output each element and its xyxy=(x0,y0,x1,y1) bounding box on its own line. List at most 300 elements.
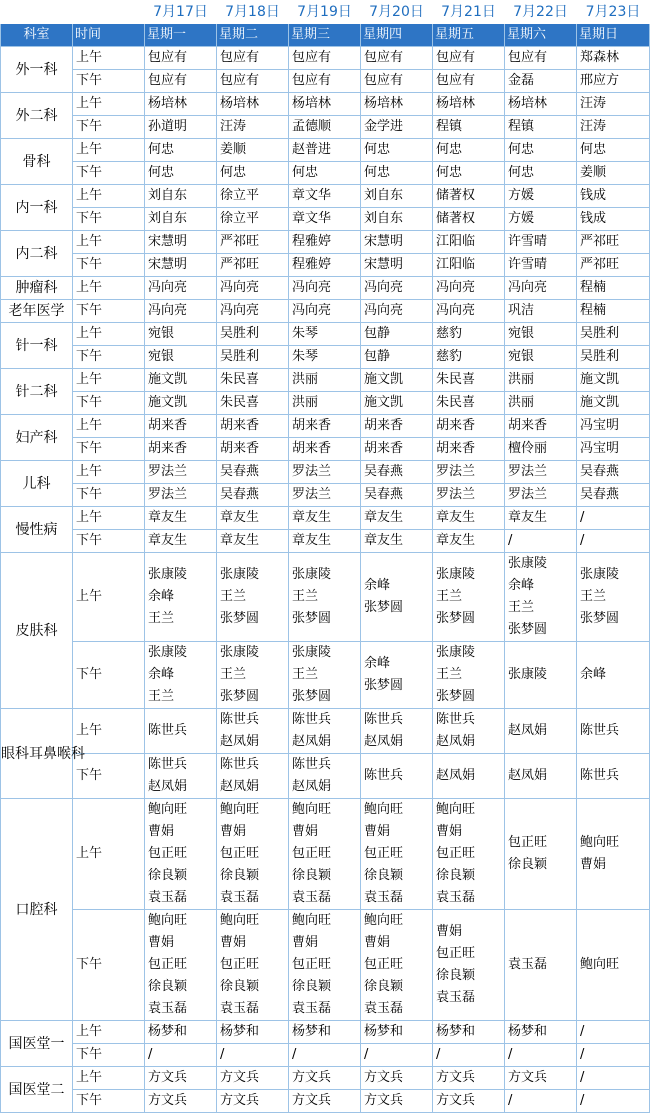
schedule-row-am xyxy=(1,415,650,438)
doctor-cell: / xyxy=(577,507,650,530)
header-weekday: 星期日 xyxy=(577,24,650,47)
doctor-cell: 罗法兰 xyxy=(505,484,577,507)
doctor-cell: 刘自东 xyxy=(145,208,217,231)
doctor-name: 余峰 xyxy=(148,589,175,604)
doctor-cell: 何忠 xyxy=(145,162,217,185)
doctor-cell: 孙道明 xyxy=(145,116,217,139)
doctor-cell: 程楠 xyxy=(577,300,650,323)
doctor-cell: 冯宝明 xyxy=(577,438,650,461)
time-cell: 上午 xyxy=(73,415,145,438)
doctor-cell: 檀伶丽 xyxy=(505,438,577,461)
doctor-name: 张康陵 xyxy=(292,645,332,660)
doctor-cell: 吴春燕 xyxy=(217,484,289,507)
doctor-cell: 杨梦和 xyxy=(145,1021,217,1044)
schedule-row-am xyxy=(1,139,650,162)
doctor-cell: 何忠 xyxy=(433,139,505,162)
time-cell: 下午 xyxy=(73,346,145,369)
time-cell: 下午 xyxy=(73,642,145,709)
doctor-cell xyxy=(217,799,289,910)
doctor-cell: 冯向亮 xyxy=(433,300,505,323)
doctor-cell xyxy=(289,553,361,642)
doctor-cell: 何忠 xyxy=(145,139,217,162)
doctor-cell: 施文凯 xyxy=(577,392,650,415)
doctor-cell: 宛银 xyxy=(145,346,217,369)
doctor-cell xyxy=(217,642,289,709)
doctor-cell: 施文凯 xyxy=(577,369,650,392)
doctor-cell: / xyxy=(289,1044,361,1067)
doctor-name: 徐良颖 xyxy=(148,979,188,994)
doctor-name: 陈世兵 xyxy=(364,712,404,727)
doctor-cell xyxy=(289,754,361,799)
doctor-cell: 储著权 xyxy=(433,208,505,231)
doctor-name: 张康陵 xyxy=(436,645,476,660)
doctor-cell: 包应有 xyxy=(145,47,217,70)
doctor-cell: 朱琴 xyxy=(289,323,361,346)
doctor-name: 陈世兵 xyxy=(220,757,260,772)
schedule-row-pm xyxy=(1,392,650,415)
doctor-name: 赵凤娟 xyxy=(508,768,548,783)
doctor-cell: 包应有 xyxy=(145,70,217,93)
doctor-name: 包正旺 xyxy=(436,846,476,861)
doctor-name: 包正旺 xyxy=(220,846,260,861)
schedule-row-am xyxy=(1,507,650,530)
doctor-cell: 包应有 xyxy=(361,47,433,70)
doctor-cell: 汪涛 xyxy=(577,93,650,116)
blank-cell xyxy=(1,1,73,24)
doctor-cell: 严祁旺 xyxy=(217,254,289,277)
doctor-cell: 罗法兰 xyxy=(145,461,217,484)
doctor-cell: 章友生 xyxy=(145,530,217,553)
department-cell: 内二科 xyxy=(1,231,73,277)
doctor-cell: 何忠 xyxy=(505,139,577,162)
doctor-cell: 洪丽 xyxy=(289,369,361,392)
doctor-cell: 严祁旺 xyxy=(577,231,650,254)
doctor-cell: 包静 xyxy=(361,323,433,346)
doctor-cell: 方媛 xyxy=(505,185,577,208)
doctor-cell: 刘自东 xyxy=(145,185,217,208)
doctor-name: 徐良颖 xyxy=(508,857,548,872)
doctor-cell: 胡来香 xyxy=(145,438,217,461)
doctor-name: 张康陵 xyxy=(148,645,188,660)
doctor-cell xyxy=(505,709,577,754)
doctor-cell: 储著权 xyxy=(433,185,505,208)
doctor-cell xyxy=(433,799,505,910)
schedule-row-am xyxy=(1,231,650,254)
department-cell: 内一科 xyxy=(1,185,73,231)
doctor-cell: 方文兵 xyxy=(217,1067,289,1090)
doctor-name: 鲍向旺 xyxy=(148,913,188,928)
doctor-name: 袁玉磊 xyxy=(292,1001,332,1016)
doctor-name: 王兰 xyxy=(436,589,463,604)
doctor-cell: 罗法兰 xyxy=(289,461,361,484)
header-weekday: 星期四 xyxy=(361,24,433,47)
doctor-cell: 朱民喜 xyxy=(433,392,505,415)
doctor-name: 余峰 xyxy=(580,667,607,682)
time-cell: 上午 xyxy=(73,1021,145,1044)
doctor-name: 张梦圆 xyxy=(220,611,260,626)
schedule-row-am xyxy=(1,799,650,910)
schedule-body xyxy=(1,1,650,1113)
doctor-cell: 冯向亮 xyxy=(289,300,361,323)
doctor-cell: 洪丽 xyxy=(289,392,361,415)
doctor-name: 袁玉磊 xyxy=(436,890,476,905)
doctor-cell: 章友生 xyxy=(361,507,433,530)
doctor-cell: 宋慧明 xyxy=(145,231,217,254)
doctor-cell: 朱民喜 xyxy=(217,392,289,415)
schedule-row-pm xyxy=(1,484,650,507)
doctor-cell xyxy=(577,709,650,754)
doctor-name: 包正旺 xyxy=(220,957,260,972)
doctor-cell: 钱成 xyxy=(577,208,650,231)
doctor-cell: 杨梦和 xyxy=(289,1021,361,1044)
department-cell: 外一科 xyxy=(1,47,73,93)
doctor-cell: 吴春燕 xyxy=(361,484,433,507)
doctor-cell: 何忠 xyxy=(433,162,505,185)
doctor-cell: 冯向亮 xyxy=(145,300,217,323)
doctor-cell: 冯向亮 xyxy=(289,277,361,300)
doctor-name: 徐良颖 xyxy=(364,979,404,994)
department-cell: 肿瘤科 xyxy=(1,277,73,300)
time-cell: 下午 xyxy=(73,208,145,231)
date-cell: 7月19日 xyxy=(289,1,361,24)
doctor-name: 曹娟 xyxy=(292,824,319,839)
schedule-row-am xyxy=(1,277,650,300)
doctor-cell: 宋慧明 xyxy=(145,254,217,277)
doctor-name: 赵凤娟 xyxy=(508,723,548,738)
doctor-cell: 洪丽 xyxy=(505,369,577,392)
doctor-name: 张康陵 xyxy=(508,556,548,571)
schedule-row-am xyxy=(1,553,650,642)
doctor-cell: 包应有 xyxy=(361,70,433,93)
doctor-cell: 程镇 xyxy=(505,116,577,139)
doctor-name: 鲍向旺 xyxy=(364,913,404,928)
doctor-name: 袁玉磊 xyxy=(148,890,188,905)
doctor-name: 陈世兵 xyxy=(220,712,260,727)
time-cell: 下午 xyxy=(73,754,145,799)
doctor-name: 余峰 xyxy=(364,656,391,671)
doctor-cell: 胡来香 xyxy=(361,438,433,461)
doctor-name: 张康陵 xyxy=(220,645,260,660)
doctor-cell: 胡来香 xyxy=(361,415,433,438)
time-cell: 上午 xyxy=(73,139,145,162)
doctor-cell: 包应有 xyxy=(433,47,505,70)
doctor-name: 曹娟 xyxy=(364,935,391,950)
doctor-name: 王兰 xyxy=(580,589,607,604)
doctor-name: 包正旺 xyxy=(148,957,188,972)
time-cell: 上午 xyxy=(73,185,145,208)
doctor-cell xyxy=(145,910,217,1021)
time-cell: 下午 xyxy=(73,392,145,415)
time-cell: 下午 xyxy=(73,162,145,185)
doctor-cell xyxy=(361,799,433,910)
doctor-name: 徐良颖 xyxy=(292,979,332,994)
doctor-name: 余峰 xyxy=(364,578,391,593)
doctor-cell: 章友生 xyxy=(217,530,289,553)
doctor-cell: 吴春燕 xyxy=(217,461,289,484)
doctor-cell: 严祁旺 xyxy=(577,254,650,277)
doctor-name: 袁玉磊 xyxy=(508,957,548,972)
doctor-cell: 胡来香 xyxy=(289,438,361,461)
doctor-cell: 方文兵 xyxy=(217,1090,289,1113)
doctor-cell: 何忠 xyxy=(577,139,650,162)
doctor-cell xyxy=(289,709,361,754)
time-cell: 下午 xyxy=(73,530,145,553)
doctor-name: 鲍向旺 xyxy=(436,802,476,817)
time-cell: 上午 xyxy=(73,93,145,116)
doctor-cell: 朱民喜 xyxy=(433,369,505,392)
doctor-name: 余峰 xyxy=(148,667,175,682)
header-weekday: 星期一 xyxy=(145,24,217,47)
doctor-name: 袁玉磊 xyxy=(436,990,476,1005)
doctor-cell xyxy=(361,642,433,709)
doctor-cell: 胡来香 xyxy=(433,415,505,438)
doctor-name: 曹娟 xyxy=(220,935,247,950)
doctor-cell: 胡来香 xyxy=(505,415,577,438)
doctor-cell xyxy=(433,709,505,754)
doctor-name: 徐良颖 xyxy=(292,868,332,883)
doctor-name: 曹娟 xyxy=(148,935,175,950)
doctor-cell: 程楠 xyxy=(577,277,650,300)
schedule-row-pm xyxy=(1,438,650,461)
time-cell: 下午 xyxy=(73,484,145,507)
schedule-row-am xyxy=(1,1067,650,1090)
doctor-cell xyxy=(361,709,433,754)
doctor-cell: 罗法兰 xyxy=(145,484,217,507)
doctor-cell: 章友生 xyxy=(289,507,361,530)
doctor-name: 王兰 xyxy=(292,589,319,604)
doctor-cell xyxy=(505,910,577,1021)
doctor-cell xyxy=(145,642,217,709)
doctor-name: 包正旺 xyxy=(292,846,332,861)
doctor-name: 曹娟 xyxy=(436,824,463,839)
doctor-name: 鲍向旺 xyxy=(580,835,620,850)
doctor-cell: 方文兵 xyxy=(361,1090,433,1113)
doctor-cell: 方文兵 xyxy=(289,1090,361,1113)
doctor-name: 陈世兵 xyxy=(364,768,404,783)
department-cell: 针二科 xyxy=(1,369,73,415)
doctor-name: 赵凤娟 xyxy=(436,768,476,783)
doctor-cell xyxy=(433,754,505,799)
schedule-row-am xyxy=(1,93,650,116)
doctor-cell: 刘自东 xyxy=(361,208,433,231)
doctor-name: 赵凤娟 xyxy=(148,779,188,794)
header-time: 时间 xyxy=(73,24,145,47)
doctor-name: 张梦圆 xyxy=(292,611,332,626)
doctor-cell: 宛银 xyxy=(145,323,217,346)
doctor-cell: 施文凯 xyxy=(361,392,433,415)
doctor-cell: 方文兵 xyxy=(361,1067,433,1090)
time-cell: 下午 xyxy=(73,438,145,461)
doctor-cell: 杨培林 xyxy=(505,93,577,116)
department-cell: 国医堂二 xyxy=(1,1067,73,1113)
doctor-cell: 郑森林 xyxy=(577,47,650,70)
date-cell: 7月17日 xyxy=(145,1,217,24)
date-cell: 7月22日 xyxy=(505,1,577,24)
doctor-cell: 洪丽 xyxy=(505,392,577,415)
header-row xyxy=(1,24,650,47)
department-cell: 口腔科 xyxy=(1,799,73,1021)
date-cell: 7月21日 xyxy=(433,1,505,24)
doctor-name: 张梦圆 xyxy=(220,689,260,704)
header-weekday: 星期二 xyxy=(217,24,289,47)
doctor-cell xyxy=(433,910,505,1021)
doctor-name: 张梦圆 xyxy=(292,689,332,704)
schedule-row-pm xyxy=(1,208,650,231)
time-cell: 上午 xyxy=(73,553,145,642)
doctor-cell: / xyxy=(217,1044,289,1067)
doctor-cell: 冯向亮 xyxy=(361,300,433,323)
date-cell: 7月18日 xyxy=(217,1,289,24)
doctor-name: 包正旺 xyxy=(436,946,476,961)
doctor-cell xyxy=(217,553,289,642)
doctor-cell: 吴胜利 xyxy=(217,323,289,346)
doctor-cell xyxy=(505,799,577,910)
doctor-name: 王兰 xyxy=(220,667,247,682)
doctor-name: 鲍向旺 xyxy=(580,957,620,972)
doctor-cell: 方文兵 xyxy=(145,1090,217,1113)
doctor-cell: / xyxy=(577,530,650,553)
schedule-row-pm xyxy=(1,910,650,1021)
schedule-row-pm xyxy=(1,754,650,799)
doctor-cell: / xyxy=(145,1044,217,1067)
doctor-name: 张梦圆 xyxy=(364,600,404,615)
doctor-cell: 冯向亮 xyxy=(361,277,433,300)
schedule-row-am xyxy=(1,1021,650,1044)
department-cell: 国医堂一 xyxy=(1,1021,73,1067)
doctor-cell: 杨培林 xyxy=(217,93,289,116)
department-cell: 皮肤科 xyxy=(1,553,73,709)
doctor-cell: 章友生 xyxy=(433,507,505,530)
doctor-name: 包正旺 xyxy=(508,835,548,850)
doctor-name: 包正旺 xyxy=(364,957,404,972)
doctor-name: 赵凤娟 xyxy=(436,734,476,749)
doctor-name: 包正旺 xyxy=(364,846,404,861)
doctor-cell: / xyxy=(577,1021,650,1044)
schedule-row-pm xyxy=(1,300,650,323)
schedule-row-am xyxy=(1,47,650,70)
doctor-cell: 罗法兰 xyxy=(433,484,505,507)
doctor-cell xyxy=(505,642,577,709)
doctor-cell: 程雅婷 xyxy=(289,254,361,277)
doctor-cell xyxy=(217,754,289,799)
doctor-cell: 宛银 xyxy=(505,346,577,369)
doctor-cell xyxy=(145,799,217,910)
doctor-name: 张康陵 xyxy=(148,567,188,582)
doctor-cell: 施文凯 xyxy=(361,369,433,392)
doctor-cell: 许雪晴 xyxy=(505,231,577,254)
time-cell: 下午 xyxy=(73,300,145,323)
doctor-name: 张康陵 xyxy=(436,567,476,582)
doctor-cell: 章友生 xyxy=(217,507,289,530)
doctor-cell: 吴春燕 xyxy=(577,484,650,507)
doctor-cell: 程镇 xyxy=(433,116,505,139)
doctor-cell xyxy=(361,553,433,642)
doctor-cell: 胡来香 xyxy=(217,438,289,461)
doctor-name: 陈世兵 xyxy=(436,712,476,727)
department-cell: 妇产科 xyxy=(1,415,73,461)
header-weekday: 星期五 xyxy=(433,24,505,47)
doctor-name: 徐良颖 xyxy=(436,868,476,883)
doctor-cell: 章友生 xyxy=(289,530,361,553)
doctor-cell: 罗法兰 xyxy=(505,461,577,484)
schedule-row-pm xyxy=(1,254,650,277)
doctor-cell: 杨梦和 xyxy=(217,1021,289,1044)
schedule-row-pm xyxy=(1,346,650,369)
doctor-cell: 冯向亮 xyxy=(217,300,289,323)
schedule-row-pm xyxy=(1,1090,650,1113)
time-cell: 上午 xyxy=(73,369,145,392)
schedule-row-am xyxy=(1,185,650,208)
doctor-cell: 方媛 xyxy=(505,208,577,231)
doctor-name: 鲍向旺 xyxy=(292,913,332,928)
doctor-cell: 徐立平 xyxy=(217,208,289,231)
doctor-cell: 胡来香 xyxy=(289,415,361,438)
doctor-cell: 朱民喜 xyxy=(217,369,289,392)
doctor-cell: 章友生 xyxy=(433,530,505,553)
doctor-cell: 宋慧明 xyxy=(361,254,433,277)
doctor-cell xyxy=(505,754,577,799)
doctor-name: 鲍向旺 xyxy=(148,802,188,817)
doctor-name: 王兰 xyxy=(508,600,535,615)
doctor-cell: / xyxy=(577,1044,650,1067)
doctor-cell: 方文兵 xyxy=(505,1067,577,1090)
doctor-name: 赵凤娟 xyxy=(292,779,332,794)
schedule-row-am xyxy=(1,323,650,346)
time-cell: 下午 xyxy=(73,1090,145,1113)
doctor-name: 鲍向旺 xyxy=(364,802,404,817)
doctor-cell: 胡来香 xyxy=(217,415,289,438)
doctor-cell: / xyxy=(505,1090,577,1113)
doctor-cell: 程雅婷 xyxy=(289,231,361,254)
doctor-cell: 方文兵 xyxy=(433,1067,505,1090)
doctor-name: 王兰 xyxy=(148,611,175,626)
doctor-cell: 江阳临 xyxy=(433,231,505,254)
doctor-cell: 钱成 xyxy=(577,185,650,208)
header-weekday: 星期三 xyxy=(289,24,361,47)
doctor-cell xyxy=(145,553,217,642)
time-cell: 下午 xyxy=(73,116,145,139)
doctor-cell: 胡来香 xyxy=(433,438,505,461)
department-cell: 儿科 xyxy=(1,461,73,507)
time-cell: 下午 xyxy=(73,70,145,93)
schedule-row-pm xyxy=(1,530,650,553)
doctor-cell: 赵普进 xyxy=(289,139,361,162)
doctor-name: 陈世兵 xyxy=(148,723,188,738)
doctor-name: 曹娟 xyxy=(436,924,463,939)
doctor-name: 徐良颖 xyxy=(436,968,476,983)
doctor-cell xyxy=(217,910,289,1021)
doctor-name: 袁玉磊 xyxy=(364,1001,404,1016)
time-cell: 上午 xyxy=(73,47,145,70)
doctor-name: 袁玉磊 xyxy=(292,890,332,905)
time-cell: 上午 xyxy=(73,231,145,254)
doctor-name: 鲍向旺 xyxy=(292,802,332,817)
doctor-cell xyxy=(577,553,650,642)
department-cell: 针一科 xyxy=(1,323,73,369)
department-cell: 眼科耳鼻喉科 xyxy=(1,709,73,799)
doctor-cell xyxy=(577,754,650,799)
time-cell: 下午 xyxy=(73,254,145,277)
doctor-cell: 杨培林 xyxy=(433,93,505,116)
doctor-name: 徐良颖 xyxy=(148,868,188,883)
doctor-cell: 章友生 xyxy=(145,507,217,530)
doctor-name: 曹娟 xyxy=(580,857,607,872)
doctor-cell: 宛银 xyxy=(505,323,577,346)
doctor-name: 赵凤娟 xyxy=(364,734,404,749)
doctor-name: 王兰 xyxy=(292,667,319,682)
doctor-name: 余峰 xyxy=(508,578,535,593)
doctor-name: 陈世兵 xyxy=(292,712,332,727)
